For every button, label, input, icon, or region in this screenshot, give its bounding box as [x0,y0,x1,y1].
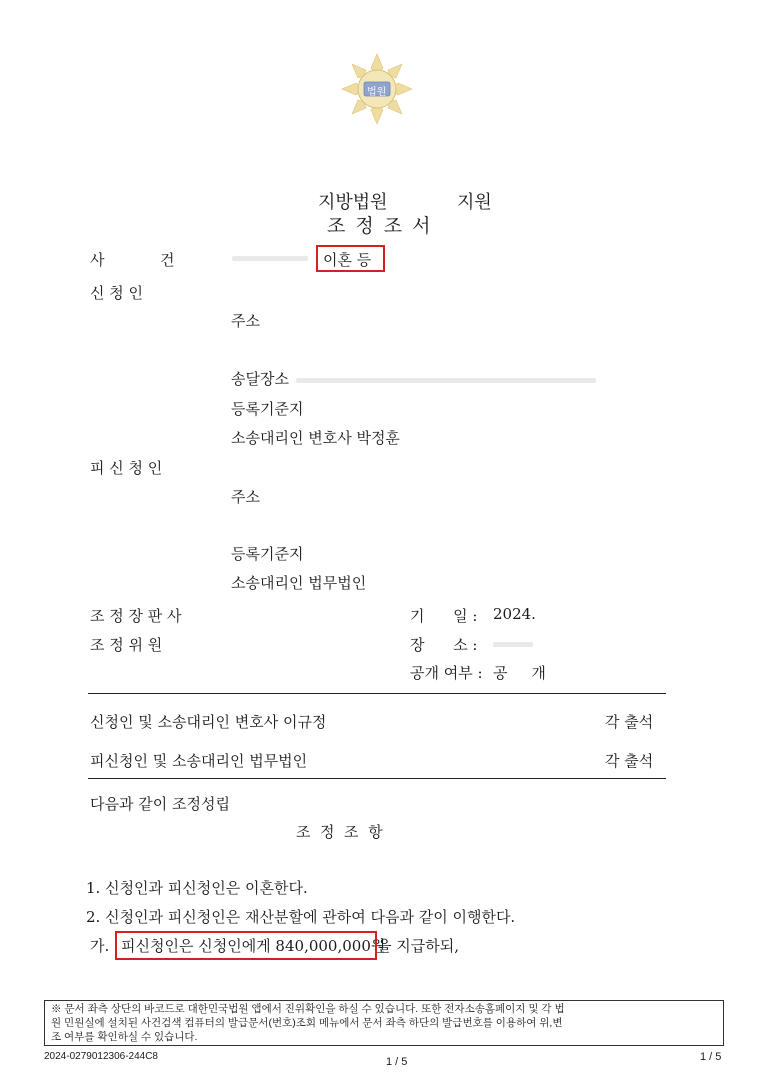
authenticity-notice [44,1000,724,1046]
court-emblem [340,52,414,126]
clause-ga-highlight: 피신청인은 신청인에게 840,000,000원 [121,937,386,955]
respondent-label: 피 신 청 인 [90,459,163,477]
respondent-address-label: 주소 [231,488,260,506]
member-label: 조 정 위 원 [90,636,163,654]
payment-highlight-box [115,931,377,960]
attendance-party-1: 신청인 및 소송대리인 변호사 이규정 [90,713,327,731]
case-label-a: 사 [90,251,105,269]
public-label: 공개 여부 : [410,664,483,682]
redacted-case-number [232,256,308,261]
document-title: 조 정 조 서 [327,215,433,237]
emblem-text: 법원 [367,87,387,98]
clauses-heading: 조 정 조 항 [296,823,383,841]
clause-ga-suffix: 을 지급하되, [377,937,459,955]
page-indicator-right: 1 / 5 [700,1051,722,1063]
applicant-address-label: 주소 [231,312,260,330]
case-highlight-box [316,245,385,272]
applicant-delivery-label: 송달장소 [231,370,289,388]
clause-ga-prefix: 가. [90,937,110,955]
judge-label: 조 정 장 판 사 [90,607,182,625]
court-name: 지방법원 [318,192,388,213]
attendance-status-1: 각 출석 [605,713,654,731]
case-value: 이혼 등 [323,251,372,269]
divider-2 [88,778,666,779]
respondent-attorney: 소송대리인 법무법인 [231,574,367,592]
court-branch: 지원 [457,192,492,213]
clause-1: 1. 신청인과 피신청인은 이혼한다. [86,879,308,897]
document-number: 2024-0279012306-244C8 [44,1051,158,1062]
applicant-registry-label: 등록기준지 [231,400,304,418]
respondent-registry-label: 등록기준지 [231,545,304,563]
place-label: 장 소 : [410,636,478,654]
date-value: 2024. [493,605,536,623]
applicant-label: 신 청 인 [90,284,144,302]
notice-line-2: 원 민원실에 설치된 사건검색 컴퓨터의 발급문서(번호)조회 메뉴에서 문서 좌측 하단의 발급번호를 이용하여 위,변 [51,1017,563,1029]
attendance-party-2: 피신청인 및 소송대리인 법무법인 [90,752,308,770]
divider-1 [88,693,666,694]
date-label: 기 일 : [410,607,478,625]
result-text: 다음과 같이 조정성립 [90,795,230,813]
redacted-place [493,642,533,647]
redacted-delivery-address [296,378,596,383]
page-indicator-center: 1 / 5 [386,1056,408,1068]
applicant-attorney: 소송대리인 변호사 박정훈 [231,429,400,447]
case-label-b: 건 [160,251,175,269]
attendance-status-2: 각 출석 [605,752,654,770]
notice-line-1: ※ 문서 좌측 상단의 바코드로 대한민국법원 앱에서 진위확인을 하실 수 있습니다. 또한 전자소송홈페이지 및 각 법 [51,1003,565,1015]
clause-2: 2. 신청인과 피신청인은 재산분할에 관하여 다음과 같이 이행한다. [86,908,516,926]
public-value: 공 개 [493,664,546,682]
notice-line-3: 조 여부를 확인하실 수 있습니다. [51,1031,198,1043]
